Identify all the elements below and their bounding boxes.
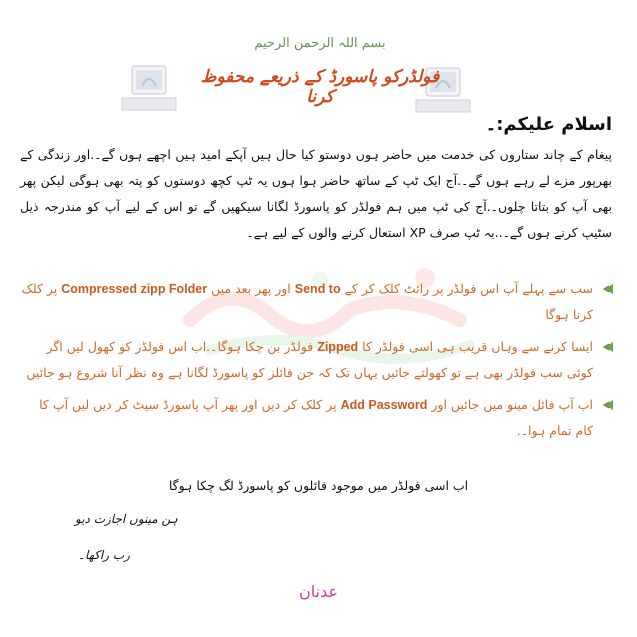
author-signature: عدنان [298,582,339,601]
step-text: فولڈر بن چکا ہوگا۔.اب اس فولڈر کو کھول لیں اگر کوئی سب فولڈر بھی ہے تو کھولتے جائیں یہاں تک کہ جن فائلز کو پاسورڈ لگانا ہے وہ نظر آنا شروع ہو جائیں [26,339,593,380]
add-password-term: Add Password [340,398,428,412]
bullet-icon [601,340,615,354]
closing-line: رب راکھا۔ [78,548,130,562]
step-text: ایسا کرنے سے وہاں قریب ہی اسی فولڈر کا [362,339,593,354]
send-to-term: Send to [294,282,341,296]
computer-icon [118,58,180,116]
greeting-heading: اسلام علیکم:۔ [485,114,612,135]
intro-paragraph: پیغام کے چاند ستاروں کی خدمت میں حاضر ہوں دوستو کیا حال ہیں آپکے امید ہیں اچھے ہوں گے۔.اور زندگی کے بھرپور مزے لے رہے ہوں گے۔.آج ایک ٹپ کے ساتھ حاضر ہوا ہوں یہ ٹپ کچھ دوستوں کو پتہ بھی ہوگی لیکن پھر بھی آپ کو بتاتا چلوں۔.آج کی ٹپ میں ہم فولڈر کو پاسورڈ لگانا سیکھیں گے تو اس کے لیے آپ کو مندرجہ ذیل سٹیپ کرنے ہوں گے۔..یہ ٹپ صرف XP استعال کرنے والوں کے لیے ہے۔ [20,147,612,240]
step-text: پر کلک کر دیں اور پھر آپ پاسورڈ سیٹ کر دیں لیں آپ کا کام تمام ہوا۔. [39,397,593,438]
step-text: پر کلک کرنا ہوگا [21,281,593,322]
list-item [18,392,617,444]
step-text: اب آپ فائل مینو میں جائیں اور [431,397,593,412]
list-item [18,276,617,328]
page-title: فولڈرکو پاسورڈ کے ذریعے محفوظ کرنا [200,67,440,107]
list-item [18,334,617,386]
closing-line: ہن مینوں اجازت دیو [75,512,178,526]
bullet-icon [601,282,615,296]
zipped-term: Zipped [317,340,359,354]
compressed-zip-term: Compressed zipp Folder [61,282,208,296]
step-text: اور پھر بعد میں [211,281,291,296]
result-statement: اب اسی فولڈر میں موجود فائلوں کو پاسورڈ لگ چکا ہوگا [168,478,469,493]
steps-list [18,276,617,450]
bismillah-heading: بسم اللہ الرحمن الرحیم [254,36,386,51]
step-text: سب سے پہلے آپ اس فولڈر پر رائٹ کلک کر کے [344,281,593,296]
bullet-icon [601,398,615,412]
